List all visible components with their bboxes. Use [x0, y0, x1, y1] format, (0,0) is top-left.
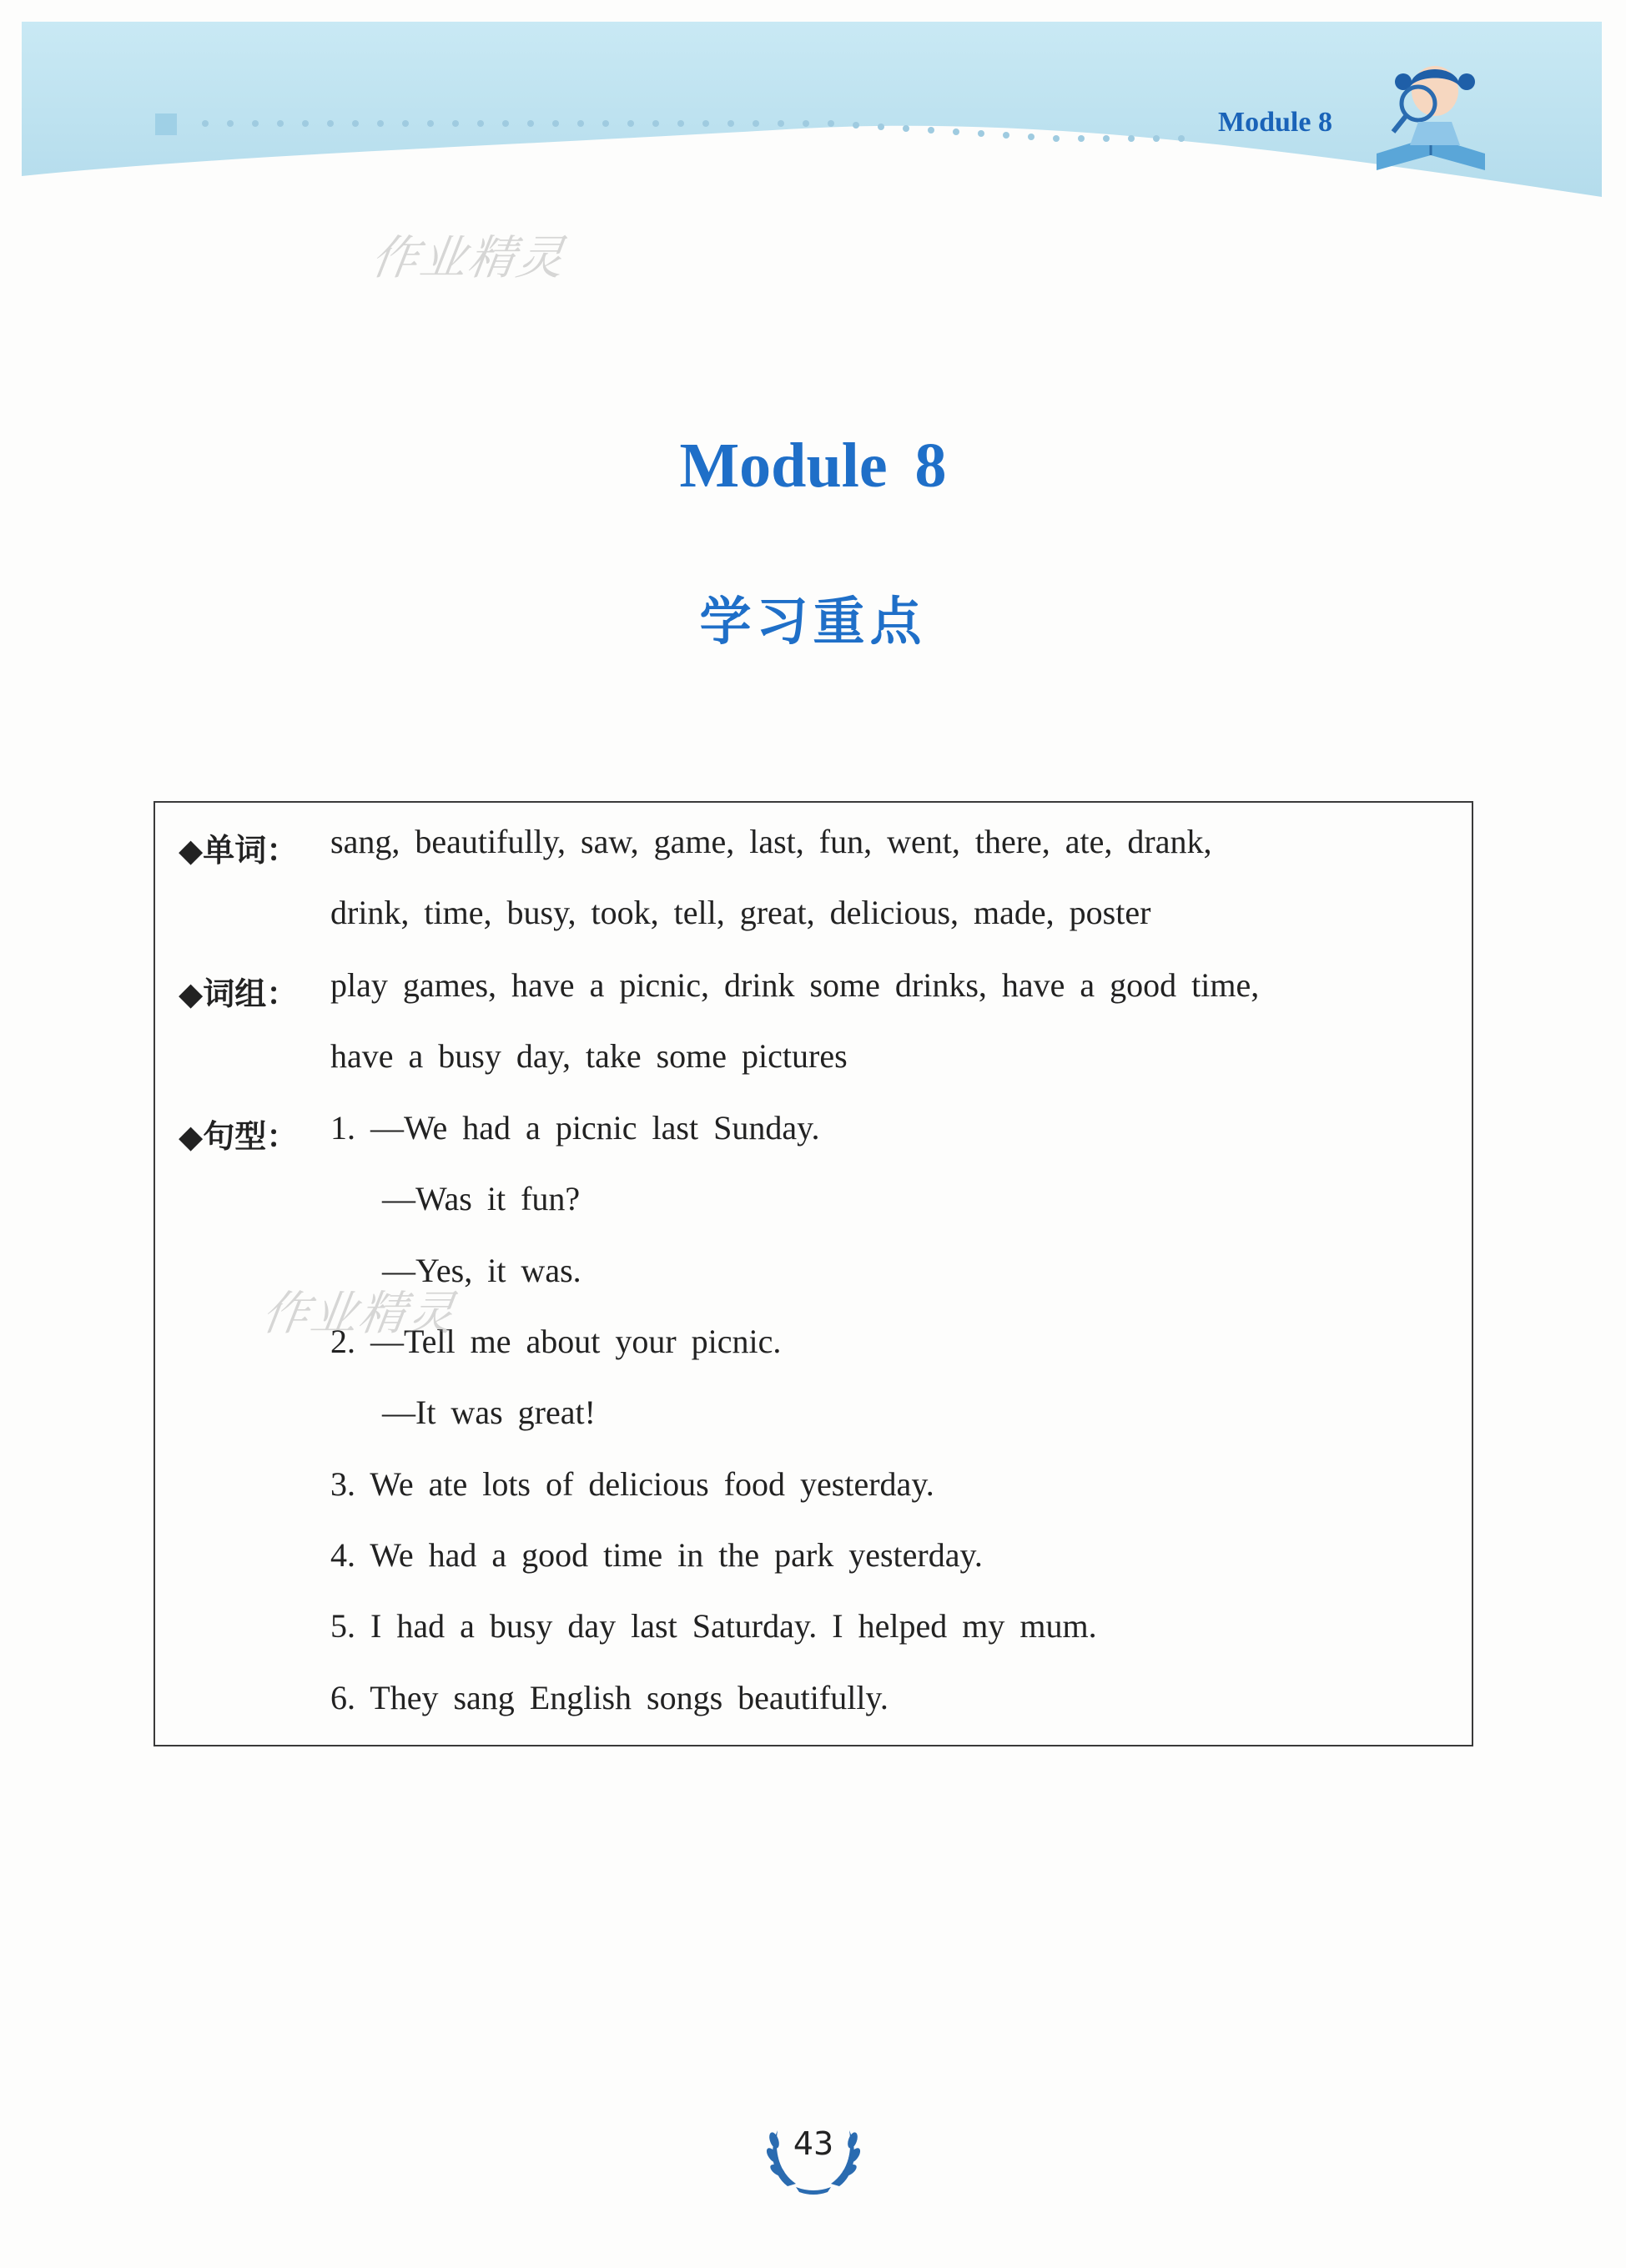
- sentence-line: —It was great!: [382, 1394, 596, 1431]
- watermark: 作业精灵: [258, 1287, 460, 1341]
- sentence-line: 1. —We had a picnic last Sunday.: [330, 1109, 820, 1147]
- words-line: sang, beautifully, saw, game, last, fun, went, there, ate, drank,: [330, 823, 1212, 860]
- page-title: Module 8: [679, 431, 947, 501]
- words-label: ◆单词：: [179, 832, 299, 869]
- page-number: 43: [793, 2125, 834, 2162]
- girl-reading-book-icon: [1368, 45, 1493, 187]
- sentence-line: —Was it fun?: [382, 1180, 581, 1217]
- sentences-label: ◆句型：: [179, 1118, 299, 1155]
- phrases-line: have a busy day, take some pictures: [330, 1037, 848, 1075]
- sentence-line: 5. I had a busy day last Saturday. I helped my mum.: [330, 1607, 1097, 1645]
- page-number-badge: [763, 2107, 864, 2199]
- key-points-box: [154, 801, 1473, 1746]
- sentence-line: 2. —Tell me about your picnic.: [330, 1323, 782, 1360]
- sentence-line: 4. We had a good time in the park yesterday.: [330, 1536, 983, 1574]
- sentence-line: —Yes, it was.: [382, 1252, 581, 1289]
- sentence-line: 6. They sang English songs beautifully.: [330, 1679, 889, 1716]
- watermark: 作业精灵: [367, 231, 569, 285]
- words-line: drink, time, busy, took, tell, great, delicious, made, poster: [330, 894, 1151, 931]
- phrases-line: play games, have a picnic, drink some drinks, have a good time,: [330, 966, 1260, 1004]
- section-heading: 学习重点: [699, 591, 927, 652]
- sentence-line: 3. We ate lots of delicious food yesterday.: [330, 1465, 934, 1503]
- header-module-label: Module 8: [1218, 107, 1332, 138]
- phrases-label: ◆词组：: [179, 975, 299, 1012]
- header-band: [22, 22, 1602, 197]
